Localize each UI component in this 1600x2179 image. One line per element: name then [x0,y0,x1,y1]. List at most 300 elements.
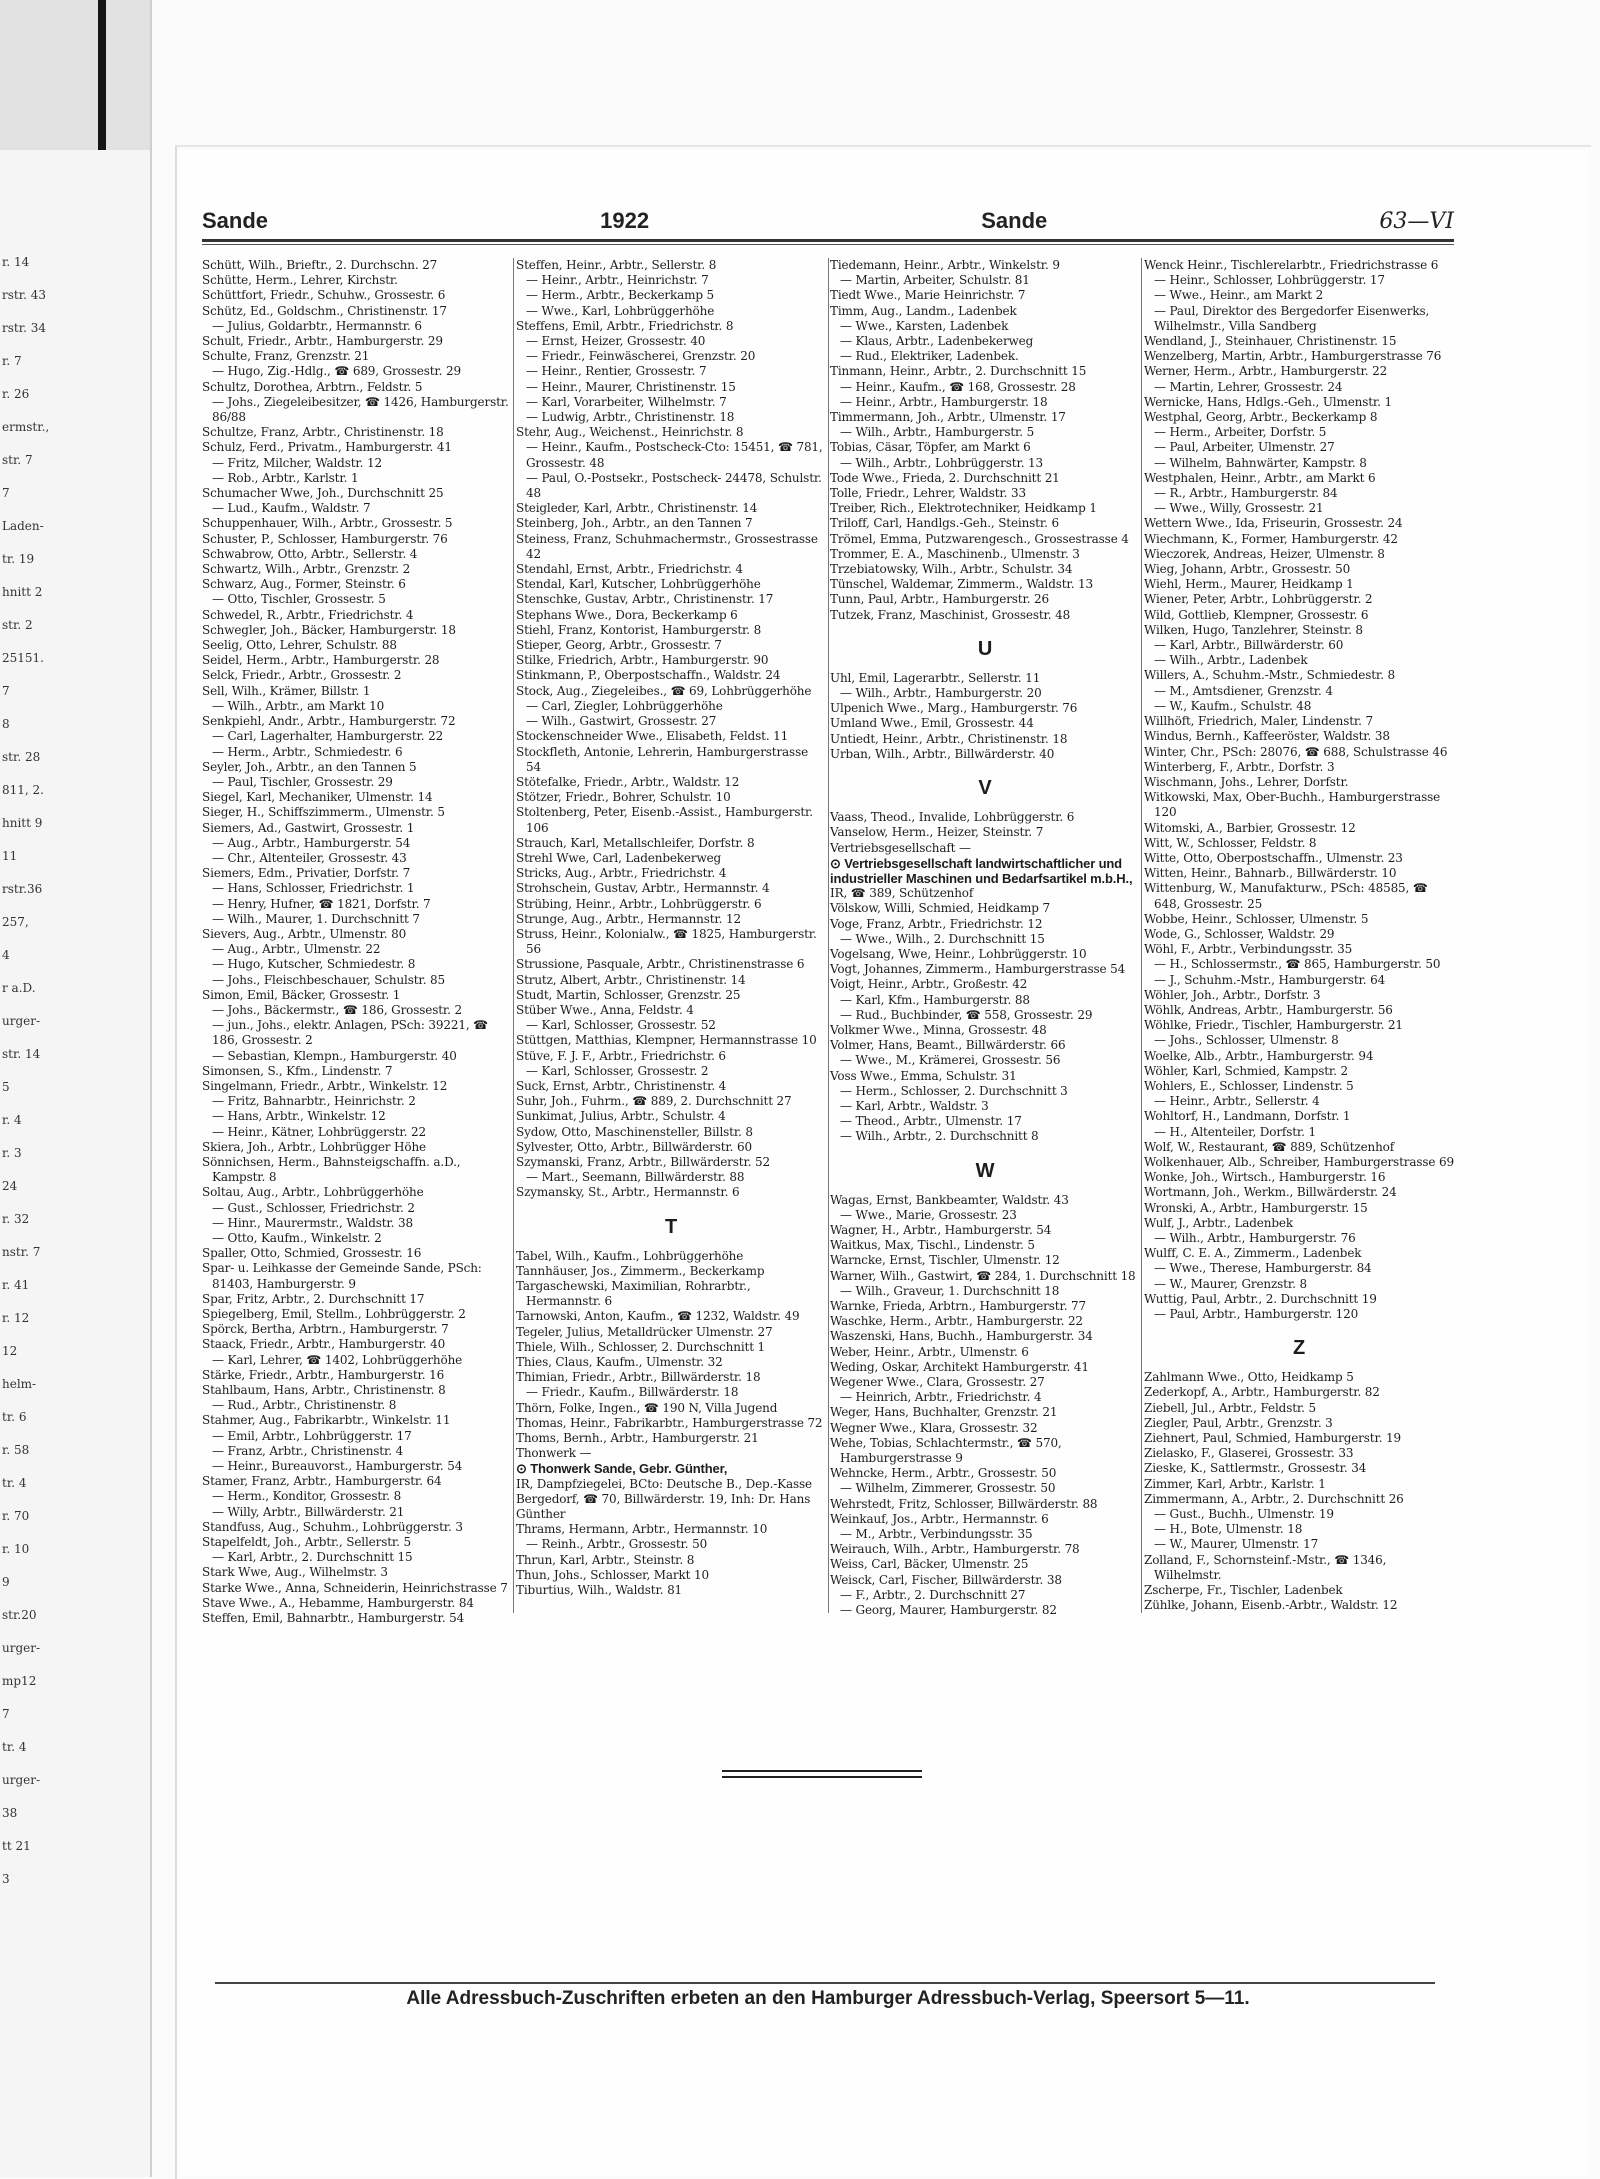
directory-entry: — Heinrich, Arbtr., Friedrichstr. 4 [840,1390,1042,1405]
directory-entry: — Johs., Ziegeleibesitzer, ☎ 1426, Hamburgerstr. 86/88 [212,394,509,425]
directory-entry: Szymansky, St., Arbtr., Hermannstr. 6 [516,1185,740,1200]
directory-entry: — Johs., Fleischbeschauer, Schulstr. 85 [212,972,445,987]
facing-page-fragment: str. 28 [2,750,41,764]
directory-entry: Wöhler, Karl, Schmied, Kampstr. 2 [1144,1063,1348,1078]
directory-entry: Vanselow, Herm., Heizer, Steinstr. 7 [830,825,1044,840]
facing-page-fragment: ermstr., [2,420,50,434]
directory-entry: — Paul, Arbtr., Hamburgerstr. 120 [1154,1307,1359,1322]
directory-entry: — Heinr., Bureauvorst., Hamburgerstr. 54 [212,1459,463,1474]
directory-entry: — W., Maurer, Ulmenstr. 17 [1154,1537,1319,1552]
directory-entry: Siemers, Edm., Privatier, Dorfstr. 7 [202,866,411,881]
directory-entry: — Martin, Lehrer, Grossestr. 24 [1154,379,1343,394]
directory-entry: Stock, Aug., Ziegeleibes., ☎ 69, Lohbrüggerhöhe [516,683,812,698]
directory-entry: — Henry, Hufner, ☎ 1821, Dorfstr. 7 [212,896,431,911]
directory-entry: — Sebastian, Klempn., Hamburgerstr. 40 [212,1048,457,1063]
facing-page-fragment: rstr.36 [2,882,43,896]
directory-entry: Tegeler, Julius, Metalldrücker Ulmenstr. 27 [516,1324,773,1339]
facing-page-fragment: mp12 [2,1674,37,1688]
directory-entry: Tobias, Cäsar, Töpfer, am Markt 6 [830,440,1031,455]
directory-entry: Winter, Chr., PSch: 28076, ☎ 688, Schulstrasse 46 [1144,744,1448,759]
directory-entry: Wiehl, Herm., Maurer, Heidkamp 1 [1144,577,1354,592]
directory-entry: Schult, Friedr., Arbtr., Hamburgerstr. 29 [202,334,443,349]
directory-entry: Zederkopf, A., Arbtr., Hamburgerstr. 82 [1144,1385,1380,1400]
directory-entry: — Hinr., Maurermstr., Waldstr. 38 [212,1215,413,1230]
directory-entry: Wendland, J., Steinhauer, Christinenstr. 15 [1144,334,1397,349]
section-letter: T [664,1215,678,1238]
facing-page-fragment: nstr. 7 [2,1245,41,1259]
directory-entry: — Paul, Tischler, Grossestr. 29 [212,774,393,789]
directory-entry: Struss, Heinr., Kolonialw., ☎ 1825, Hamburgerstr. 56 [516,926,817,957]
directory-entry: Spaller, Otto, Schmied, Grossestr. 16 [202,1246,422,1261]
directory-entry: Stoltenberg, Peter, Eisenb.-Assist., Hamburgerstr. 106 [516,805,813,835]
firm-detail: IR, ☎ 389, Schützenhof [830,886,974,901]
directory-entry: — Heinr., Kaufm., Postscheck-Cto: 15451, ☎ 781, Grossestr. 48 [526,440,823,470]
directory-entry: — Willy, Arbtr., Billwärderstr. 21 [212,1504,405,1519]
facing-page-fragment: r. 14 [2,255,30,269]
directory-entry: — Paul, Arbeiter, Ulmenstr. 27 [1154,440,1335,455]
directory-entry: Witte, Otto, Oberpostschaffn., Ulmenstr. 23 [1144,850,1403,865]
directory-entry: Stiehl, Franz, Kontorist, Hamburgerstr. 8 [516,622,762,637]
directory-entry: Schulz, Ferd., Privatm., Hamburgerstr. 41 [202,440,452,455]
directory-entry: — Carl, Ziegler, Lohbrüggerhöhe [526,698,723,713]
directory-entry: — Heinr., Schlosser, Lohbrüggerstr. 17 [1154,273,1385,288]
column-divider [828,258,829,1613]
directory-entry: Tunn, Paul, Arbtr., Hamburgerstr. 26 [830,592,1050,607]
directory-entry: Stieper, Georg, Arbtr., Grossestr. 7 [516,638,722,653]
end-rule [722,1776,922,1778]
directory-entry: Thiele, Wilh., Schlosser, 2. Durchschnitt 1 [516,1339,766,1354]
end-rule [722,1770,922,1772]
directory-entry: Stinkmann, P., Oberpostschaffn., Waldstr. 24 [516,668,781,683]
directory-entry: Thimian, Friedr., Arbtr., Billwärderstr. 18 [516,1370,761,1385]
directory-entry: Spiegelberg, Emil, Stellm., Lohbrüggerstr. 2 [202,1307,466,1322]
directory-entry: Volmer, Hans, Beamt., Billwärderstr. 66 [830,1038,1066,1053]
directory-entry: — Klaus, Arbtr., Ladenbekerweg [840,334,1034,349]
directory-entry: Woelke, Alb., Arbtr., Hamburgerstr. 94 [1144,1048,1374,1063]
running-head-right: Sande [981,208,1048,233]
directory-entry: Soltau, Aug., Arbtr., Lohbrüggerhöhe [202,1185,424,1200]
facing-page-fragment: hnitt 2 [2,585,43,599]
column-3 [830,258,1140,1618]
directory-entry: Windus, Bernh., Kaffeeröster, Waldstr. 38 [1144,729,1390,744]
directory-entry: — Wilh., Graveur, 1. Durchschnitt 18 [840,1283,1060,1298]
directory-entry: Wohltorf, H., Landmann, Dorfstr. 1 [1144,1109,1351,1124]
directory-entry: — Hugo, Zig.-Hdlg., ☎ 689, Grossestr. 29 [212,364,461,379]
directory-entry: Suhr, Joh., Fuhrm., ☎ 889, 2. Durchschnitt 27 [516,1094,792,1109]
directory-entry: Zielasko, F., Glaserei, Grossestr. 33 [1144,1446,1354,1461]
directory-entry: Voge, Franz, Arbtr., Friedrichstr. 12 [830,916,1043,931]
directory-entry: Schwarz, Aug., Former, Steinstr. 6 [202,577,406,592]
facing-page-fragment: r. 3 [2,1146,22,1160]
directory-entry: Sydow, Otto, Maschinensteller, Billstr. 8 [516,1124,753,1139]
header-rule [202,239,1454,242]
column-divider [1141,258,1142,1613]
directory-entry: Sönnichsen, Herm., Bahnsteigschaffn. a.D., Kampstr. 8 [202,1154,461,1185]
directory-entry: Willhöft, Friedrich, Maler, Lindenstr. 7 [1144,714,1373,729]
directory-entry: Wulff, C. E. A., Zimmerm., Ladenbek [1144,1246,1362,1261]
directory-entry: Wagner, H., Arbtr., Hamburgerstr. 54 [830,1222,1052,1237]
directory-entry: Sunkimat, Julius, Arbtr., Schulstr. 4 [516,1109,726,1124]
facing-page-fragment: r. 41 [2,1278,30,1292]
directory-entry: Thun, Johs., Schlosser, Markt 10 [516,1567,709,1582]
directory-entry: Weger, Hans, Buchhalter, Grenzstr. 21 [830,1405,1058,1420]
directory-entry: Werner, Herm., Arbtr., Hamburgerstr. 22 [1144,364,1388,379]
directory-entry: — Wilh., Arbtr., 2. Durchschnitt 8 [840,1129,1039,1144]
directory-entry: — Gust., Schlosser, Friedrichstr. 2 [212,1200,415,1215]
directory-entry: Targaschewski, Maximilian, Rohrarbtr., Hermannstr. 6 [516,1279,751,1309]
facing-page-fragment: 8 [2,717,10,731]
directory-entry: Simonsen, S., Kfm., Lindenstr. 7 [202,1063,393,1078]
directory-entry: Steiness, Franz, Schuhmachermstr., Grossestrasse 42 [516,531,818,561]
directory-entry: — M., Arbtr., Verbindungsstr. 35 [840,1527,1033,1542]
facing-page-fragment: 38 [2,1806,18,1820]
directory-entry: Stehr, Aug., Weichenst., Heinrichstr. 8 [516,425,744,440]
directory-entry: Zimmermann, A., Arbtr., 2. Durchschnitt 26 [1144,1491,1404,1506]
directory-entry: Steffen, Emil, Bahnarbtr., Hamburgerstr. 54 [202,1611,465,1626]
directory-entry: — Heinr., Arbtr., Sellerstr. 4 [1154,1094,1320,1109]
directory-entry: — H., Bote, Ulmenstr. 18 [1154,1522,1303,1537]
directory-entry: Wöhlke, Friedr., Tischler, Hamburgerstr. 21 [1144,1018,1403,1033]
directory-entry: — Heinr., Maurer, Christinenstr. 15 [526,379,736,394]
directory-entry: Siemers, Ad., Gastwirt, Grossestr. 1 [202,820,415,835]
directory-entry: Strunge, Aug., Arbtr., Hermannstr. 12 [516,911,741,926]
directory-entry: — Theod., Arbtr., Ulmenstr. 17 [840,1114,1022,1129]
directory-entry: — Karl, Kfm., Hamburgerstr. 88 [840,992,1030,1007]
directory-entry: Voss Wwe., Emma, Schulstr. 31 [830,1068,1017,1083]
directory-entry: Tiburtius, Wilh., Waldstr. 81 [516,1583,683,1598]
facing-page-fragment: 3 [2,1872,10,1886]
facing-page-fragment: str. 7 [2,453,33,467]
facing-page-fragment: 9 [2,1575,10,1589]
directory-entry: — Hugo, Kutscher, Schmiedestr. 8 [212,957,416,972]
directory-entry: Stockfleth, Antonie, Lehrerin, Hamburgerstrasse 54 [516,744,809,774]
directory-entry: Urban, Wilh., Arbtr., Billwärderstr. 40 [830,746,1055,761]
directory-entry: Weinkauf, Jos., Arbtr., Hermannstr. 6 [830,1511,1049,1526]
column-4 [1144,258,1454,1613]
directory-entry: Strübing, Heinr., Arbtr., Lohbrüggerstr. 6 [516,896,762,911]
directory-entry: Stahmer, Aug., Fabrikarbtr., Winkelstr. 11 [202,1413,451,1428]
directory-entry: — Rud., Arbtr., Christinenstr. 8 [212,1398,397,1413]
binding-rule [98,0,106,150]
directory-entry: Waitkus, Max, Tischl., Lindenstr. 5 [830,1238,1035,1253]
directory-entry: Wischmann, Johs., Lehrer, Dorfstr. [1144,774,1349,789]
directory-entry: Warncke, Ernst, Tischler, Ulmenstr. 12 [830,1253,1060,1268]
directory-entry: Schwedel, R., Arbtr., Friedrichstr. 4 [202,607,414,622]
directory-entry: Weber, Heinr., Arbtr., Ulmenstr. 6 [830,1344,1029,1359]
facing-page-fragment: r. 58 [2,1443,30,1457]
facing-page-fragment: r. 4 [2,1113,22,1127]
directory-entry: Stendal, Karl, Kutscher, Lohbrüggerhöhe [516,577,761,592]
directory-entry: Schuster, P., Schlosser, Hamburgerstr. 76 [202,531,448,546]
directory-entry: — Karl, Schlosser, Grossestr. 52 [526,1018,716,1033]
directory-entry: Wiener, Peter, Arbtr., Lohbrüggerstr. 2 [1144,592,1373,607]
directory-entry: — Heinr., Arbtr., Heinrichstr. 7 [526,273,709,288]
directory-entry: — Wilh., Arbtr., Hamburgerstr. 20 [840,686,1042,701]
directory-entry: — Friedr., Kaufm., Billwärderstr. 18 [526,1385,739,1400]
directory-entry: — Wilh., Arbtr., Hamburgerstr. 5 [840,425,1035,440]
directory-entry: Stave Wwe., A., Hebamme, Hamburgerstr. 84 [202,1595,474,1610]
directory-entry: Wronski, A., Arbtr., Hamburgerstr. 15 [1144,1200,1368,1215]
facing-page-fragment: r. 26 [2,387,30,401]
directory-entry: — Carl, Lagerhalter, Hamburgerstr. 22 [212,729,444,744]
directory-entry: Tode Wwe., Frieda, 2. Durchschnitt 21 [830,470,1060,485]
directory-entry: Sylvester, Otto, Arbtr., Billwärderstr. 60 [516,1139,752,1154]
directory-entry: Waszenski, Hans, Buchh., Hamburgerstr. 34 [830,1329,1093,1344]
facing-page-fragment: 257, [2,915,29,929]
directory-entry: Zieske, K., Sattlermstr., Grossestr. 34 [1144,1461,1367,1476]
directory-entry: — Georg, Maurer, Hamburgerstr. 82 [840,1603,1057,1618]
directory-entry: — Emil, Arbtr., Lohbrüggerstr. 17 [212,1428,412,1443]
directory-entry: — Rud., Buchbinder, ☎ 558, Grossestr. 29 [840,1007,1093,1022]
directory-entry: — Herm., Arbtr., Schmiedestr. 6 [212,744,403,759]
directory-entry: Wegener Wwe., Clara, Grossestr. 27 [830,1375,1045,1389]
directory-entry: Vogelsang, Wwe, Heinr., Lohbrüggerstr. 10 [830,946,1087,961]
directory-entry: Thrun, Karl, Arbtr., Steinstr. 8 [516,1552,695,1567]
binding-shadow [0,0,150,150]
directory-entry: — Julius, Goldarbtr., Hermannstr. 6 [212,318,422,333]
directory-entry: Voigt, Heinr., Arbtr., Großestr. 42 [830,977,1028,992]
directory-entry: Zscherpe, Fr., Tischler, Ladenbek [1144,1583,1343,1598]
directory-entry: Stilke, Friedrich, Arbtr., Hamburgerstr. 90 [516,653,769,668]
directory-entry: — Wilhelm, Zimmerer, Grossestr. 50 [840,1481,1056,1496]
directory-entry: Standfuss, Aug., Schuhm., Lohbrüggerstr. 3 [202,1519,463,1534]
directory-entry: Stärke, Friedr., Arbtr., Hamburgerstr. 16 [202,1367,445,1382]
directory-entry: Westphalen, Heinr., Arbtr., am Markt 6 [1144,470,1376,485]
directory-entry: Steigleder, Karl, Arbtr., Christinenstr. 14 [516,501,758,516]
directory-entry: — Franz, Arbtr., Christinenstr. 4 [212,1443,404,1458]
directory-entry: Stahlbaum, Hans, Arbtr., Christinenstr. 8 [202,1383,446,1398]
footer-notice: Alle Adressbuch-Zuschriften erbeten an den Hamburger Adressbuch-Verlag, Speersort 5—11. [406,1988,1250,2009]
directory-entry: — Johs., Schlosser, Ulmenstr. 8 [1154,1033,1339,1048]
directory-entry: — Wwe., Heinr., am Markt 2 [1154,288,1324,303]
facing-page-fragment: str. 2 [2,618,33,632]
directory-entry: — Wilh., Arbtr., Hamburgerstr. 76 [1154,1231,1356,1245]
column-divider [513,258,514,1613]
footer-rule [215,1982,1435,1984]
facing-page-fragment: 4 [2,948,10,962]
directory-entry: — W., Maurer, Grenzstr. 8 [1154,1276,1307,1291]
directory-entry: Wode, G., Schlosser, Waldstr. 29 [1144,926,1335,941]
directory-entry: — M., Amtsdiener, Grenzstr. 4 [1154,683,1333,698]
directory-entry: Wegner Wwe., Klara, Grossestr. 32 [830,1420,1038,1435]
directory-entry: Wohlers, E., Schlosser, Lindenstr. 5 [1144,1078,1354,1093]
directory-entry: Schultz, Dorothea, Arbtrn., Feldstr. 5 [202,379,423,394]
facing-page-fragment: r. 10 [2,1542,30,1556]
directory-entry: Steffens, Emil, Arbtr., Friedrichstr. 8 [516,318,734,333]
facing-page-fragment: urger- [2,1641,41,1655]
directory-entry: Stockenschneider Wwe., Elisabeth, Feldst. 11 [516,729,789,744]
directory-entry: Wulf, J., Arbtr., Ladenbek [1144,1215,1293,1230]
directory-entry: Stamer, Franz, Arbtr., Hamburgerstr. 64 [202,1474,442,1489]
directory-entry: Stüttgen, Matthias, Klempner, Hermannstrasse 10 [516,1033,817,1048]
directory-entry: — Heinr., Kaufm., ☎ 168, Grossestr. 28 [840,379,1076,394]
directory-entry: Wehncke, Herm., Arbtr., Grossestr. 50 [830,1466,1057,1481]
firm-name: ⊙ Thonwerk Sande, Gebr. Günther, [516,1461,728,1477]
firm-name: ⊙ Vertriebsgesellschaft landwirtschaftlicher und industrieller Maschinen und Bedarfsartikel m.b.H., [830,855,1133,886]
directory-entry: — Gust., Buchh., Ulmenstr. 19 [1154,1507,1334,1522]
directory-entry: — Karl, Vorarbeiter, Wilhelmstr. 7 [526,394,727,409]
directory-entry: Wöhl, F., Arbtr., Verbindungsstr. 35 [1144,942,1353,957]
facing-page-fragment: 25151. [2,651,44,665]
directory-entry: Thörn, Folke, Ingen., ☎ 190 N, Villa Jugend [516,1400,778,1415]
facing-page-fragment: tr. 19 [2,552,35,566]
directory-entry: Strutz, Albert, Arbtr., Christinenstr. 14 [516,972,746,987]
directory-entry: Stark Wwe, Aug., Wilhelmstr. 3 [202,1565,388,1580]
directory-entry: Wittenburg, W., Manufakturw., PSch: 48585, ☎ 648, Grossestr. 25 [1144,881,1428,911]
directory-entry: Wehe, Tobias, Schlachtermstr., ☎ 570, Hamburgerstrasse 9 [830,1435,1062,1466]
directory-entry: — Mart., Seemann, Billwärderstr. 88 [526,1170,745,1185]
directory-entry: Witt, W., Schlosser, Feldstr. 8 [1144,835,1317,850]
column-2 [516,258,826,1598]
directory-entry: Wortmann, Joh., Werkm., Billwärderstr. 24 [1144,1185,1397,1200]
directory-entry: Triloff, Carl, Handlgs.-Geh., Steinstr. 6 [830,516,1059,531]
directory-entry: — W., Kaufm., Schulstr. 48 [1154,698,1312,713]
directory-entry: — F., Arbtr., 2. Durchschnitt 27 [840,1587,1026,1602]
directory-entry: — Karl, Lehrer, ☎ 1402, Lohbrüggerhöhe [212,1352,463,1367]
facing-page-fragment: 5 [2,1080,10,1094]
facing-page-fragment: rstr. 34 [2,321,47,335]
directory-entry: Staack, Friedr., Arbtr., Hamburgerstr. 40 [202,1337,446,1352]
directory-entry: — Wwe., Willy, Grossestr. 21 [1154,501,1324,516]
directory-entry: Tolle, Friedr., Lehrer, Waldstr. 33 [830,486,1026,501]
section-letter: W [975,1159,995,1182]
directory-entry: Skiera, Joh., Arbtr., Lohbrügger Höhe [202,1139,426,1154]
directory-entry: Seelig, Otto, Lehrer, Schulstr. 88 [202,638,397,653]
directory-entry: Studt, Martin, Schlosser, Grenzstr. 25 [516,987,741,1002]
directory-entry: Steffen, Heinr., Arbtr., Sellerstr. 8 [516,258,717,272]
directory-entry: — Chr., Altenteiler, Grossestr. 43 [212,850,407,865]
directory-entry: Timm, Aug., Landm., Ladenbek [830,303,1017,318]
directory-entry: Ziehnert, Paul, Schmied, Hamburgerstr. 19 [1144,1431,1402,1446]
directory-entry: Witten, Heinr., Bahnarb., Billwärderstr. 10 [1144,866,1397,881]
directory-entry: — Wilh., Arbtr., Ladenbek [1154,653,1308,668]
directory-entry: — Rob., Arbtr., Karlstr. 1 [212,470,359,485]
directory-entry: — Wilh., Arbtr., am Markt 10 [212,698,385,713]
facing-page-fragment: tr. 4 [2,1476,27,1490]
directory-entry: Thonwerk — [516,1446,592,1461]
directory-entry: Schwegler, Joh., Bäcker, Hamburgerstr. 18 [202,622,456,637]
directory-entry: Siegel, Karl, Mechaniker, Ulmenstr. 14 [202,790,433,805]
directory-entry: Spar- u. Leihkasse der Gemeinde Sande, PSch: 81403, Hamburgerstr. 9 [202,1261,482,1291]
directory-entry: Wonke, Joh., Wirtsch., Hamburgerstr. 16 [1144,1170,1386,1185]
directory-entry: Stüve, F. J. F., Arbtr., Friedrichstr. 6 [516,1048,726,1063]
facing-page-fragment: 7 [2,684,10,698]
directory-entry: Zühlke, Johann, Eisenb.-Arbtr., Waldstr. 12 [1144,1598,1398,1613]
directory-entry: Weisck, Carl, Fischer, Billwärderstr. 38 [830,1572,1062,1587]
directory-entry: Untiedt, Heinr., Arbtr., Christinenstr. 18 [830,731,1068,746]
directory-entry: Strauch, Karl, Metallschleifer, Dorfstr. 8 [516,835,755,850]
directory-entry: Vertriebsgesellschaft — [830,840,971,855]
directory-entry: Westphal, Georg, Arbtr., Beckerkamp 8 [1144,410,1378,425]
directory-entry: Strussione, Pasquale, Arbtr., Christinenstrasse 6 [516,957,805,972]
directory-entry: Seyler, Joh., Arbtr., an den Tannen 5 [202,759,417,774]
directory-entry: — Ludwig, Arbtr., Christinenstr. 18 [526,410,735,425]
directory-entry: Spar, Fritz, Arbtr., 2. Durchschnitt 17 [202,1291,425,1306]
directory-entry: Umland Wwe., Emil, Grossestr. 44 [830,716,1034,731]
running-head-year: 1922 [600,208,650,233]
directory-entry: Starke Wwe., Anna, Schneiderin, Heinrichstrasse 7 [202,1580,508,1595]
directory-entry: Uhl, Emil, Lagerarbtr., Sellerstr. 11 [830,670,1041,685]
directory-entry: — Karl, Arbtr., 2. Durchschnitt 15 [212,1550,413,1565]
directory-entry: Willers, A., Schuhm.-Mstr., Schmiedestr. 8 [1144,668,1396,683]
facing-page-fragment: str. 14 [2,1047,41,1061]
directory-entry: — Wwe., M., Krämerei, Grossestr. 56 [840,1053,1061,1068]
directory-entry: — Lud., Kaufm., Waldstr. 7 [212,501,371,516]
firm-detail: IR, Dampfziegelei, BCto: Deutsche B., Dep.-Kasse Bergedorf, ☎ 70, Billwärderstr. 19, Inh: Dr. Hans Günther [516,1476,812,1522]
directory-entry: Stenschke, Gustav, Arbtr., Christinenstr. 17 [516,592,774,607]
directory-entry: Wettern Wwe., Ida, Friseurin, Grossestr. 24 [1144,516,1403,531]
directory-entry: — Rud., Elektriker, Ladenbek. [840,349,1019,364]
directory-entry: Wernicke, Hans, Hdlgs.-Geh., Ulmenstr. 1 [1144,394,1392,409]
directory-entry: — Otto, Tischler, Grossestr. 5 [212,592,386,607]
directory-entry: — Wwe., Wilh., 2. Durchschnitt 15 [840,931,1045,946]
facing-page-fragment: rstr. 43 [2,288,47,302]
directory-entry: Seidel, Herm., Arbtr., Hamburgerstr. 28 [202,653,440,668]
facing-page-fragment: str.20 [2,1608,37,1622]
directory-entry: Thrams, Hermann, Arbtr., Hermannstr. 10 [516,1522,768,1537]
directory-entry: Warner, Wilh., Gastwirt, ☎ 284, 1. Durchschnitt 18 [830,1268,1136,1283]
facing-page-fragment: r. 70 [2,1509,30,1523]
facing-page-fragment: r. 12 [2,1311,30,1325]
facing-page-fragment: 811, 2. [2,783,44,797]
directory-entry: — Wwe., Karl, Lohbrüggerhöhe [526,303,715,318]
directory-entry: Strehl Wwe, Carl, Ladenbekerweg [516,850,722,865]
directory-entry: Tabel, Wilh., Kaufm., Lohbrüggerhöhe [516,1248,744,1263]
directory-entry: — Wilh., Maurer, 1. Durchschnitt 7 [212,911,420,926]
directory-entry: Thoms, Bernh., Arbtr., Hamburgerstr. 21 [516,1431,759,1446]
facing-page-fragment: r. 32 [2,1212,30,1226]
directory-entry: — Wilh., Arbtr., Lohbrüggerstr. 13 [840,455,1044,470]
directory-entry: Tiedemann, Heinr., Arbtr., Winkelstr. 9 [830,258,1060,272]
directory-entry: — Otto, Kaufm., Winkelstr. 2 [212,1231,382,1245]
directory-entry: — Fritz, Milcher, Waldstr. 12 [212,455,382,470]
facing-page-fragment: 24 [2,1179,18,1193]
directory-entry: Ulpenich Wwe., Marg., Hamburgerstr. 76 [830,701,1078,716]
directory-entry: Vogt, Johannes, Zimmerm., Hamburgerstrasse 54 [830,962,1126,977]
directory-entry: — J., Schuhm.-Mstr., Hamburgerstr. 64 [1154,972,1386,987]
facing-page-fragment: tr. 4 [2,1740,27,1754]
directory-entry: — Hans, Arbtr., Winkelstr. 12 [212,1109,386,1124]
directory-entry: Steinberg, Joh., Arbtr., an den Tannen 7 [516,516,753,531]
directory-entry: — Karl, Arbtr., Billwärderstr. 60 [1154,638,1344,653]
directory-entry: — Wwe., Karsten, Ladenbek [840,318,1009,333]
directory-entry: Wöhler, Joh., Arbtr., Dorfstr. 3 [1144,987,1321,1002]
directory-entry: — Heinr., Kätner, Lohbrüggerstr. 22 [212,1124,426,1139]
directory-entry: Ziebell, Jul., Arbtr., Feldstr. 5 [1144,1400,1316,1415]
directory-entry: Wehrstedt, Fritz, Schlosser, Billwärderstr. 88 [830,1496,1098,1511]
directory-entry: Wolkenhauer, Alb., Schreiber, Hamburgerstrasse 69 [1144,1154,1454,1169]
directory-entry: — Heinr., Arbtr., Hamburgerstr. 18 [840,394,1048,409]
directory-entry: Schwartz, Wilh., Arbtr., Grenzstr. 2 [202,562,411,577]
directory-entry: Weiss, Carl, Bäcker, Ulmenstr. 25 [830,1557,1029,1572]
directory-entry: Trömel, Emma, Putzwarengesch., Grossestrasse 4 [830,531,1129,546]
directory-entry: Wagas, Ernst, Bankbeamter, Waldstr. 43 [830,1192,1069,1207]
directory-entry: — Herm., Arbtr., Beckerkamp 5 [526,288,715,303]
section-letter: Z [1292,1337,1306,1360]
directory-entry: Stricks, Aug., Arbtr., Friedrichstr. 4 [516,866,727,881]
directory-entry: — Herm., Schlosser, 2. Durchschnitt 3 [840,1083,1068,1098]
directory-entry: Stendahl, Ernst, Arbtr., Friedrichstr. 4 [516,562,743,577]
directory-entry: — Aug., Arbtr., Hamburgerstr. 54 [212,835,411,850]
directory-entry: — Wilh., Gastwirt, Grossestr. 27 [526,714,717,729]
directory-entry: Tinmann, Heinr., Arbtr., 2. Durchschnitt 15 [830,364,1087,379]
directory-entry: Schütt, Wilh., Brieftr., 2. Durchschn. 27 [202,258,438,272]
directory-entry: Simon, Emil, Bäcker, Grossestr. 1 [202,987,401,1002]
directory-entry: Wilken, Hugo, Tanzlehrer, Steinstr. 8 [1144,622,1363,637]
directory-entry: Singelmann, Friedr., Arbtr., Winkelstr. 12 [202,1078,448,1093]
directory-entry: Vaass, Theod., Invalide, Lohbrüggerstr. 6 [830,810,1075,825]
directory-entry: Thomas, Heinr., Fabrikarbtr., Hamburgerstrasse 72 [516,1415,823,1430]
